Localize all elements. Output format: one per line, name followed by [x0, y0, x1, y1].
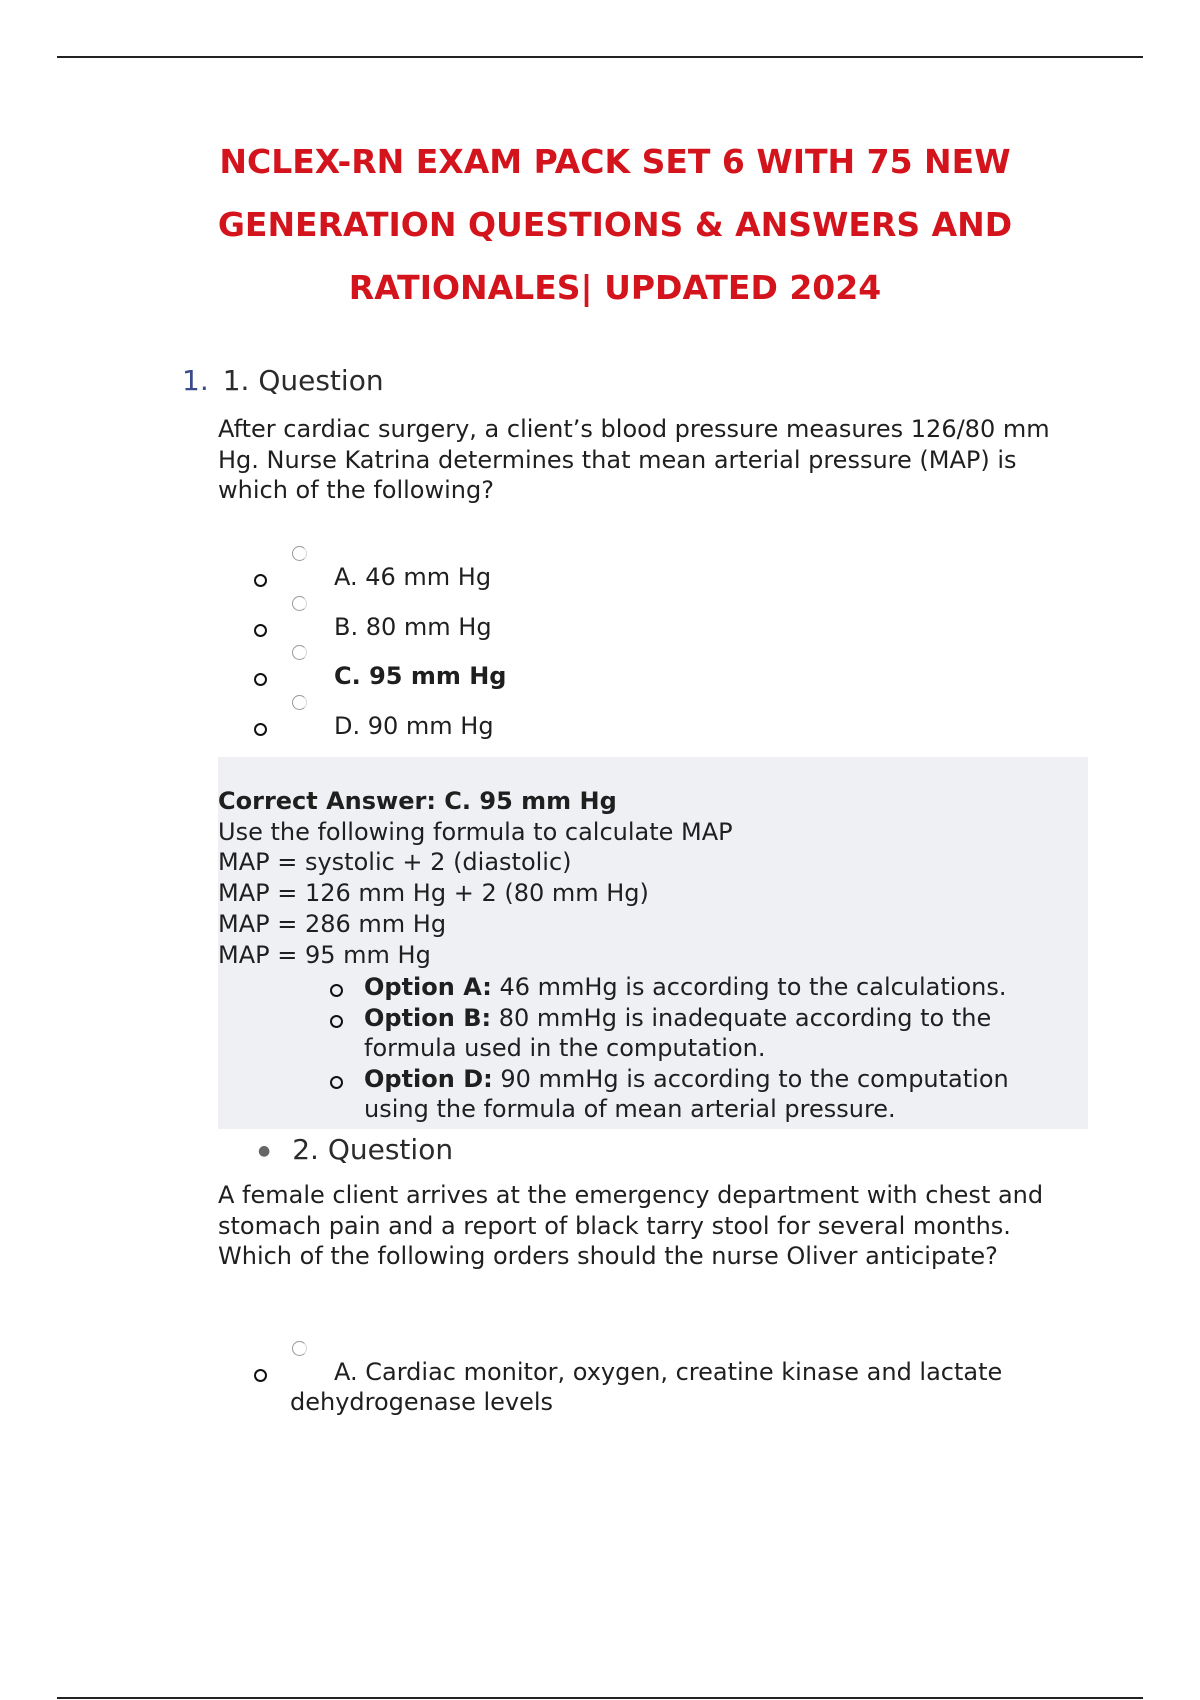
- bullet-icon: [330, 984, 343, 997]
- bullet-icon: [254, 574, 267, 587]
- bullet-icon: [330, 1015, 343, 1028]
- radio-button-icon[interactable]: [292, 596, 307, 611]
- question-1-text: After cardiac surgery, a client’s blood pressure measures 126/80 mm Hg. Nurse Katrina determines that mean arterial pressure (MAP) is which of the following?: [218, 415, 1050, 504]
- question-1-list-number: 1.: [182, 364, 209, 397]
- answer-explanation: [218, 786, 733, 970]
- radio-button-icon[interactable]: [292, 1341, 307, 1356]
- option-label: A. 46 mm Hg: [334, 563, 492, 591]
- title-line-2: GENERATION QUESTIONS & ANSWERS AND: [217, 205, 1013, 244]
- title-line-3: RATIONALES| UPDATED 2024: [348, 268, 882, 307]
- rationale-list: [328, 972, 1068, 1125]
- top-rule: [57, 56, 1143, 58]
- bullet-icon: [254, 624, 267, 637]
- explanation-line-2: MAP = systolic + 2 (diastolic): [218, 848, 572, 877]
- question-1-heading: [182, 364, 384, 397]
- rationale-key: Option B:: [364, 1003, 492, 1032]
- correct-answer-label: Correct Answer: C. 95 mm Hg: [218, 787, 617, 815]
- option-label-correct: C. 95 mm Hg: [334, 662, 507, 690]
- radio-button-icon[interactable]: [292, 645, 307, 660]
- rationale-key: Option A:: [364, 973, 492, 1001]
- bullet-icon: [330, 1076, 343, 1089]
- title-line-1: NCLEX-RN EXAM PACK SET 6 WITH 75 NEW: [219, 142, 1011, 181]
- option-label-line-2: dehydrogenase levels: [290, 1388, 554, 1416]
- rationale-text: 80 mmHg is inadequate according to the formula used in the computation.: [364, 1003, 992, 1062]
- explanation-line-3: MAP = 126 mm Hg + 2 (80 mm Hg): [218, 879, 649, 908]
- question-2-text: A female client arrives at the emergency department with chest and stomach pain and a report of black tarry stool for several months. Which of the following orders should the nurse Oliver anticipate?: [218, 1181, 1044, 1270]
- explanation-line-1: Use the following formula to calculate MAP: [218, 817, 733, 846]
- rationale-option-b: [328, 1003, 1068, 1064]
- bullet-icon: [254, 723, 267, 736]
- option-label-line-1: A. Cardiac monitor, oxygen, creatine kinase and lactate: [334, 1358, 1003, 1386]
- bullet-icon: [254, 1369, 267, 1382]
- rationale-option-a: [328, 972, 1068, 1003]
- question-1-heading-text: 1. Question: [222, 364, 384, 397]
- radio-button-icon[interactable]: [292, 546, 307, 561]
- document-title: [150, 130, 1080, 319]
- explanation-line-4: MAP = 286 mm Hg: [218, 909, 447, 938]
- bullet-icon: [254, 673, 267, 686]
- rationale-text: 90 mmHg is according to the computation using the formula of mean arterial pressure.: [364, 1064, 1009, 1123]
- question-2-heading-text: 2. Question: [292, 1133, 454, 1166]
- small-bullet-icon: ●: [258, 1143, 271, 1159]
- rationale-text: 46 mmHg is according to the calculations.: [491, 973, 1007, 1001]
- question-2-heading: [258, 1133, 453, 1166]
- radio-button-icon[interactable]: [292, 695, 307, 710]
- explanation-line-5: MAP = 95 mm Hg: [218, 940, 431, 969]
- rationale-key: Option D:: [364, 1064, 493, 1093]
- bottom-rule: [57, 1697, 1143, 1699]
- option-label: B. 80 mm Hg: [334, 613, 492, 641]
- option-label: D. 90 mm Hg: [334, 712, 494, 740]
- option-label: [290, 1357, 1134, 1417]
- rationale-option-d: [328, 1064, 1068, 1125]
